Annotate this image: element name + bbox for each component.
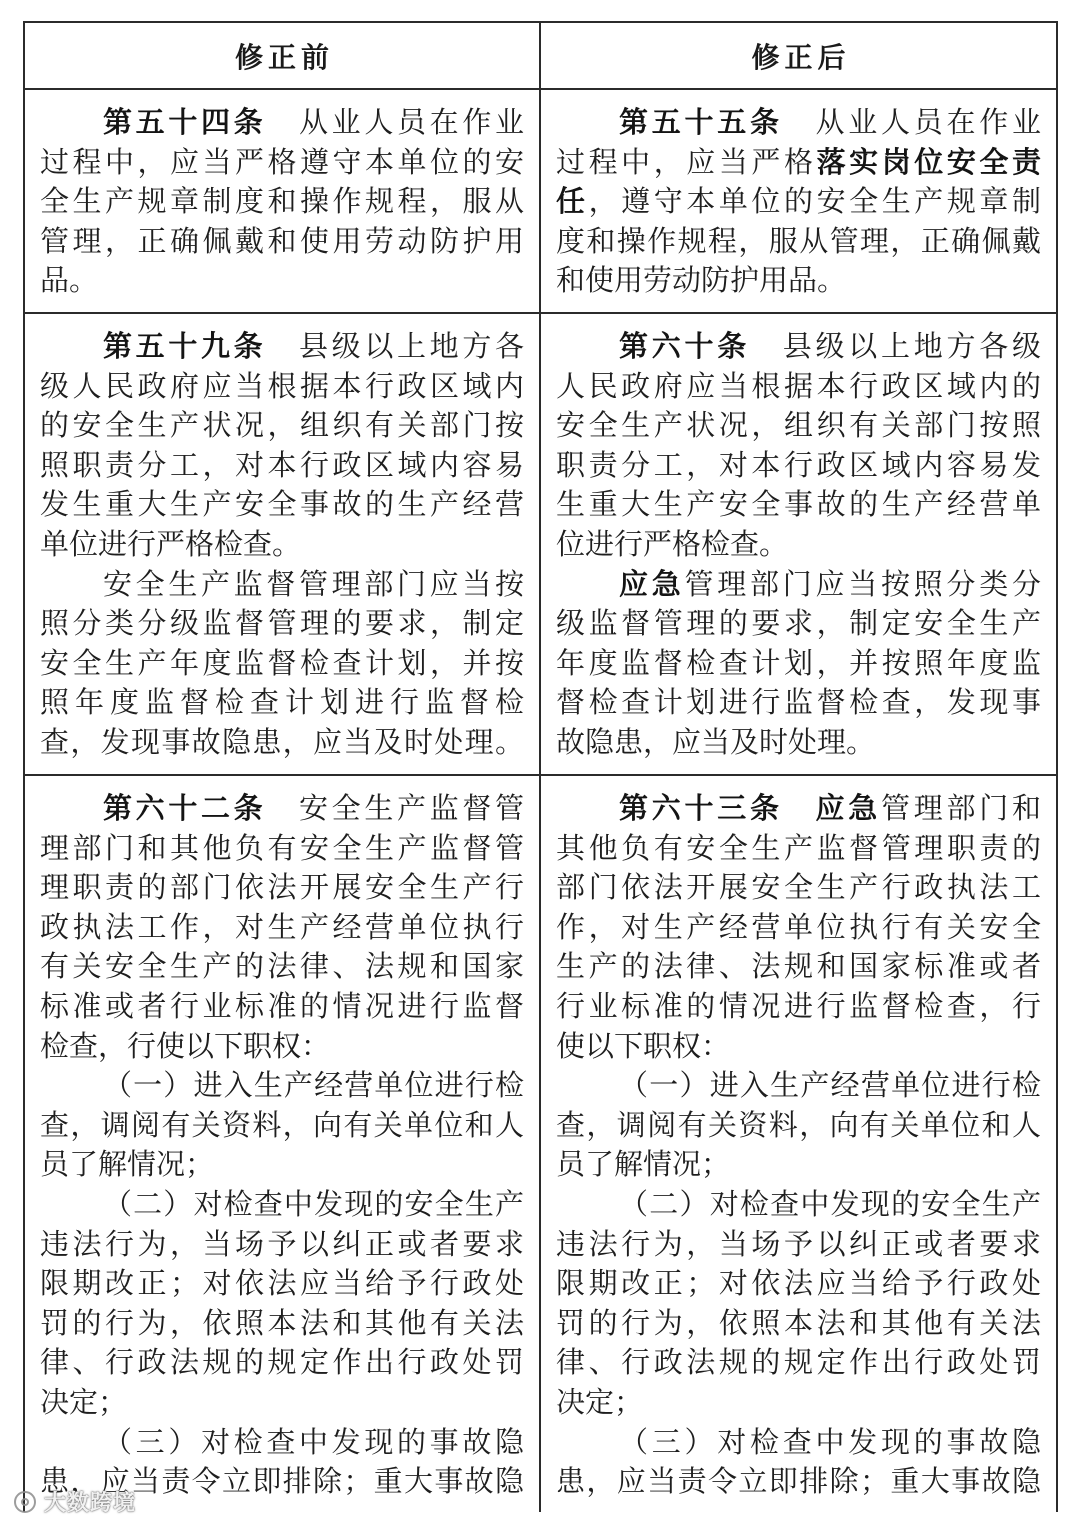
- text-segment: 人民政府应当根据本行政区域内的: [556, 368, 1041, 403]
- text-segment: 过程中，应当严格遵守本单位的安: [40, 144, 524, 179]
- text-segment: 罚的行为，依照本法和其他有关法: [40, 1305, 524, 1340]
- text-segment: 的安全生产状况，组织有关部门按: [40, 408, 524, 443]
- text-segment: 过程中，应当严格: [556, 144, 817, 179]
- cell-after: [541, 776, 1056, 1512]
- text-segment: 罚的行为，依照本法和其他有关法: [556, 1305, 1041, 1340]
- amended-text-highlight: 落实岗位安全责: [816, 144, 1041, 179]
- text-line: [556, 1343, 1041, 1383]
- text-line: [556, 1145, 1041, 1185]
- text-line: [40, 987, 524, 1027]
- text-line: [556, 683, 1041, 723]
- article-paragraph: [556, 1185, 1041, 1423]
- text-line: [40, 1304, 524, 1344]
- text-line: [556, 182, 1041, 222]
- text-line: [40, 1383, 524, 1423]
- text-line: [40, 1264, 524, 1304]
- amended-text-highlight: 应急: [619, 566, 685, 601]
- text-segment: 照分类分级监督管理的要求，制定: [40, 606, 524, 641]
- text-segment: 级监督管理的要求，制定安全生产: [556, 606, 1041, 641]
- text-line: [556, 1304, 1041, 1344]
- article-paragraph: [40, 565, 524, 763]
- text-segment: 患，应当责令立即排除；重大事故隐: [556, 1464, 1041, 1499]
- text-segment: 安全生产监督管: [266, 791, 524, 825]
- text-line: [556, 1185, 1041, 1225]
- text-line: [556, 1066, 1041, 1106]
- text-line: [556, 1383, 1041, 1423]
- text-line: [556, 1106, 1041, 1146]
- cell-before: [25, 314, 541, 774]
- text-line: [40, 723, 524, 763]
- text-segment: 职责分工，对本行政区域内容易发: [556, 447, 1041, 482]
- text-line: [40, 525, 524, 565]
- text-line: [556, 1462, 1041, 1502]
- text-line: [556, 604, 1041, 644]
- watermark: [14, 1486, 136, 1517]
- text-segment: 生重大生产安全事故的生产经营单: [556, 487, 1041, 522]
- table-row: [25, 776, 1056, 1512]
- text-line: [556, 908, 1041, 948]
- text-line: [40, 182, 524, 222]
- article-paragraph: [556, 789, 1041, 1066]
- text-segment: 品。: [40, 263, 99, 298]
- text-line: [556, 485, 1041, 525]
- text-segment: 发生重大生产安全事故的生产经营: [40, 487, 524, 522]
- header-row: [25, 23, 1056, 90]
- article-paragraph: [40, 1185, 524, 1423]
- article-number: 第六十三条: [619, 791, 783, 825]
- comparison-table: [23, 21, 1058, 1512]
- text-segment: 理部门和其他负有安全生产监督管: [40, 830, 524, 865]
- text-line: [40, 1423, 524, 1463]
- text-line: [40, 908, 524, 948]
- text-segment: 查，发现事故隐患，应当及时处理。: [40, 724, 524, 759]
- article-paragraph: [40, 1066, 524, 1185]
- text-segment: 政执法工作，对生产经营单位执行: [40, 909, 524, 944]
- text-segment: 安全生产监督管理部门应当按: [103, 566, 524, 601]
- text-segment: 照年度监督检查计划进行监督检: [40, 685, 524, 720]
- text-line: [40, 327, 524, 367]
- text-segment: 律、行政法规的规定作出行政处罚: [40, 1345, 524, 1380]
- text-segment: （三）对检查中发现的事故隐: [619, 1424, 1041, 1459]
- article-paragraph: [556, 103, 1041, 301]
- text-segment: 照职责分工，对本行政区域内容易: [40, 447, 524, 482]
- text-line: [40, 565, 524, 605]
- text-segment: 全生产规章制度和操作规程，服从: [40, 184, 524, 219]
- text-segment: （二）对检查中发现的安全生产: [103, 1186, 524, 1221]
- watermark-text: 大数跨境: [44, 1491, 137, 1516]
- article-paragraph: [556, 1066, 1041, 1185]
- text-segment: 部门依法开展安全生产行政执法工: [556, 870, 1041, 905]
- text-segment: 安全生产状况，组织有关部门按照: [556, 408, 1041, 443]
- text-line: [40, 1066, 524, 1106]
- article-paragraph: [40, 789, 524, 1066]
- text-line: [556, 525, 1041, 565]
- text-line: [556, 261, 1041, 301]
- cell-before: [25, 776, 541, 1512]
- text-segment: 限期改正；对依法应当给予行政处: [556, 1266, 1041, 1301]
- text-line: [40, 1027, 524, 1067]
- text-segment: 查，调阅有关资料，向有关单位和人: [40, 1107, 524, 1142]
- text-line: [556, 987, 1041, 1027]
- text-line: [556, 644, 1041, 684]
- text-line: [556, 565, 1041, 605]
- text-segment: 其他负有安全生产监督管理职责的: [556, 830, 1041, 865]
- text-line: [40, 103, 524, 143]
- text-line: [556, 406, 1041, 446]
- text-line: [556, 103, 1041, 143]
- text-segment: 作，对生产经营单位执行有关安全: [556, 909, 1041, 944]
- text-line: [40, 1145, 524, 1185]
- text-segment: ，遵守本单位的安全生产规章制: [588, 184, 1041, 219]
- text-line: [40, 789, 524, 829]
- text-segment: 患，应当责令立即排除；重大事故隐: [40, 1464, 524, 1499]
- text-line: [40, 406, 524, 446]
- text-line: [556, 367, 1041, 407]
- text-line: [40, 829, 524, 869]
- text-line: [40, 261, 524, 301]
- text-segment: 理职责的部门依法开展安全生产行: [40, 870, 524, 905]
- text-line: [556, 1423, 1041, 1463]
- text-segment: 行业标准的情况进行监督检查，行: [556, 988, 1041, 1023]
- text-line: [40, 222, 524, 262]
- text-segment: 管理，正确佩戴和使用劳动防护用: [40, 223, 524, 258]
- table-body: [25, 90, 1056, 1512]
- text-segment: 故隐患，应当及时处理。: [556, 724, 876, 759]
- table-row: [25, 90, 1056, 314]
- text-line: [40, 947, 524, 987]
- amended-text-highlight: 任: [556, 184, 589, 219]
- text-line: [40, 367, 524, 407]
- text-segment: （二）对检查中发现的安全生产: [619, 1186, 1041, 1221]
- text-segment: [783, 791, 816, 825]
- article-paragraph: [556, 565, 1041, 763]
- text-segment: 和使用劳动防护用品。: [556, 263, 847, 298]
- text-line: [556, 723, 1041, 763]
- text-line: [40, 1225, 524, 1265]
- text-segment: 决定；: [40, 1384, 128, 1419]
- text-segment: 管理部门和: [880, 791, 1041, 825]
- article-number: 第五十四条: [103, 105, 267, 139]
- text-segment: 从业人员在作业: [782, 105, 1041, 139]
- text-segment: 从业人员在作业: [266, 105, 524, 139]
- text-line: [556, 446, 1041, 486]
- text-segment: 年度监督检查计划，并按照年度监: [556, 645, 1041, 680]
- text-line: [40, 604, 524, 644]
- header-after: 修正后: [751, 40, 851, 74]
- text-segment: 违法行为，当场予以纠正或者要求: [40, 1226, 524, 1261]
- text-line: [556, 143, 1041, 183]
- article-paragraph: [40, 327, 524, 565]
- text-line: [556, 789, 1041, 829]
- text-line: [40, 1185, 524, 1225]
- text-line: [40, 644, 524, 684]
- text-segment: 级人民政府应当根据本行政区域内: [40, 368, 524, 403]
- text-segment: 员了解情况；: [556, 1147, 731, 1182]
- text-segment: 检查，行使以下职权：: [40, 1028, 331, 1063]
- text-segment: 有关安全生产的法律、法规和国家: [40, 949, 524, 984]
- text-line: [40, 143, 524, 183]
- text-segment: 使以下职权：: [556, 1028, 731, 1063]
- text-line: [556, 1264, 1041, 1304]
- table-row: [25, 314, 1056, 776]
- cell-after: [541, 90, 1056, 312]
- text-segment: 度和操作规程，服从管理，正确佩戴: [556, 223, 1041, 258]
- text-segment: 安全生产年度监督检查计划，并按: [40, 645, 524, 680]
- text-line: [40, 1106, 524, 1146]
- article-paragraph: [40, 103, 524, 301]
- text-line: [40, 868, 524, 908]
- text-line: [556, 868, 1041, 908]
- text-segment: 生产的法律、法规和国家标准或者: [556, 949, 1041, 984]
- text-segment: 单位进行严格检查。: [40, 526, 302, 561]
- text-segment: 督检查计划进行监督检查，发现事: [556, 685, 1041, 720]
- article-number: 第六十条: [619, 329, 750, 363]
- text-segment: 管理部门应当按照分类分: [684, 566, 1041, 601]
- text-segment: 县级以上地方各: [266, 329, 524, 363]
- text-segment: （一）进入生产经营单位进行检: [619, 1068, 1041, 1103]
- article-paragraph: [556, 327, 1041, 565]
- amended-text-highlight: 应急: [815, 791, 881, 825]
- text-line: [556, 947, 1041, 987]
- text-line: [40, 1343, 524, 1383]
- text-segment: 标准或者行业标准的情况进行监督: [40, 988, 524, 1023]
- text-segment: 查，调阅有关资料，向有关单位和人: [556, 1107, 1041, 1142]
- text-line: [40, 446, 524, 486]
- text-line: [40, 683, 524, 723]
- text-segment: 决定；: [556, 1384, 644, 1419]
- article-paragraph: [556, 1423, 1041, 1502]
- text-segment: （一）进入生产经营单位进行检: [103, 1068, 524, 1103]
- header-before: 修正前: [25, 23, 541, 88]
- article-number: 第五十九条: [103, 329, 267, 363]
- text-line: [40, 485, 524, 525]
- text-segment: 限期改正；对依法应当给予行政处: [40, 1266, 524, 1301]
- cell-before: [25, 90, 541, 312]
- text-line: [556, 1027, 1041, 1067]
- text-line: [556, 327, 1041, 367]
- text-segment: 位进行严格检查。: [556, 526, 789, 561]
- text-segment: 律、行政法规的规定作出行政处罚: [556, 1345, 1041, 1380]
- text-line: [556, 829, 1041, 869]
- text-segment: 县级以上地方各级: [750, 329, 1041, 363]
- cell-after: [541, 314, 1056, 774]
- text-segment: 违法行为，当场予以纠正或者要求: [556, 1226, 1041, 1261]
- article-number: 第六十二条: [103, 791, 267, 825]
- article-number: 第五十五条: [619, 105, 783, 139]
- text-segment: （三）对检查中发现的事故隐: [103, 1424, 524, 1459]
- text-line: [556, 1225, 1041, 1265]
- text-segment: 员了解情况；: [40, 1147, 215, 1182]
- text-line: [556, 222, 1041, 262]
- watermark-logo-icon: [14, 1491, 36, 1513]
